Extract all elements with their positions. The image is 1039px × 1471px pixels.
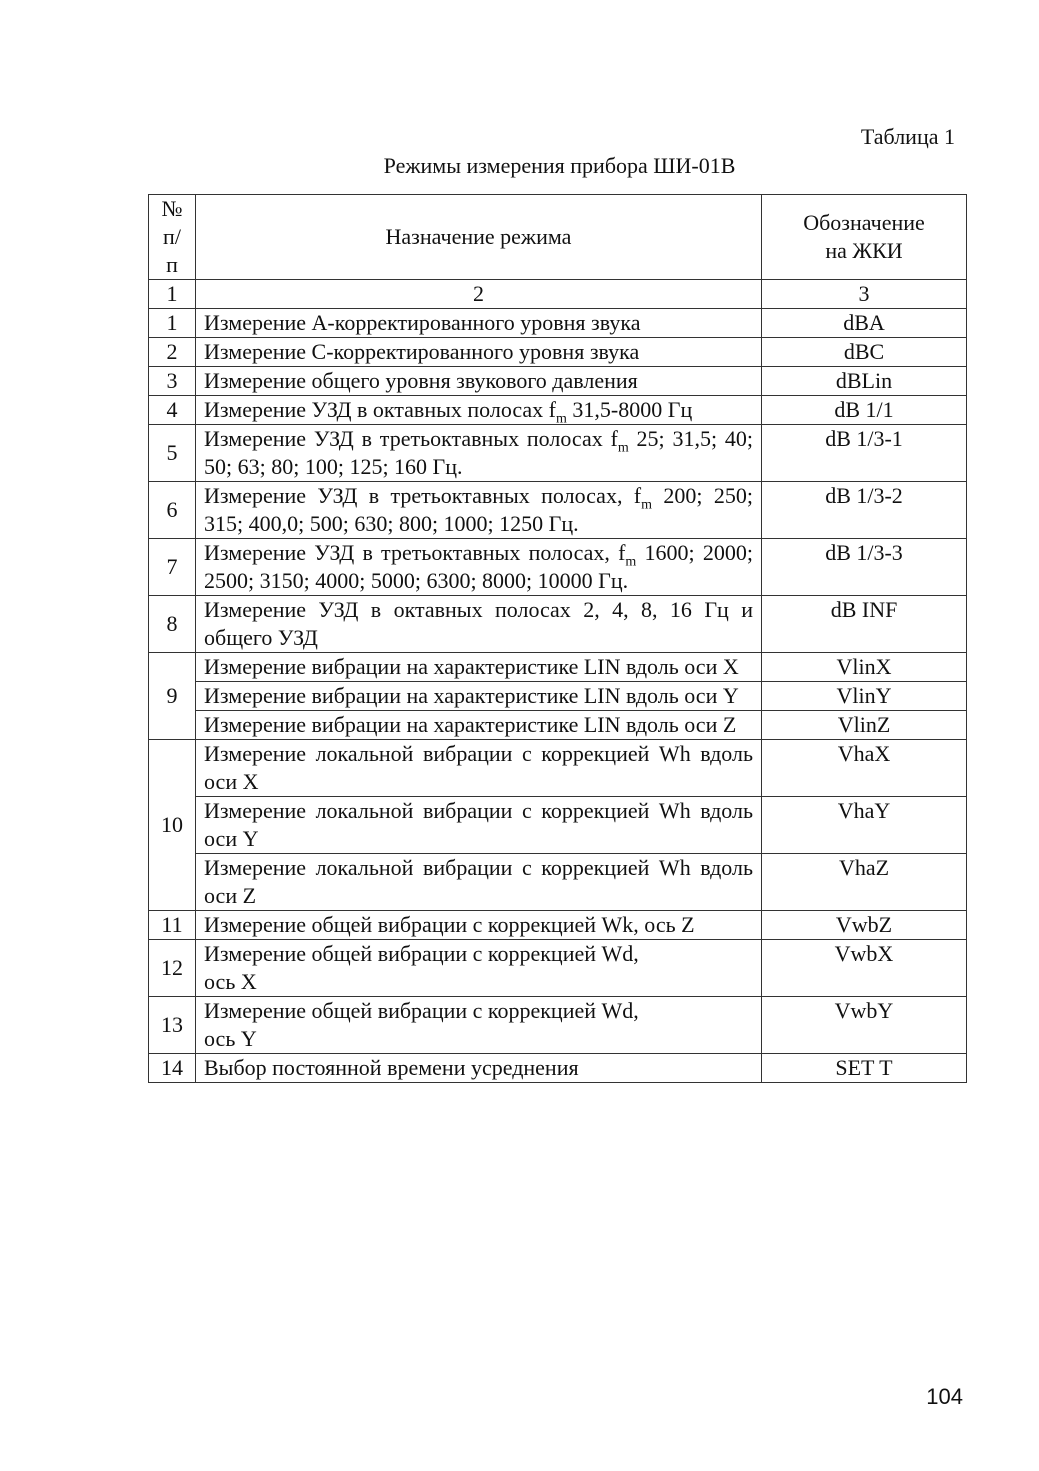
header-label-line: на ЖКИ: [825, 238, 903, 263]
row-purpose: [196, 396, 762, 425]
row-purpose: Измерение вибрации на характеристике LIN вдоль оси X: [196, 653, 762, 682]
table-row: [149, 1054, 967, 1083]
header-label-line: Обозначение: [803, 210, 925, 235]
purpose-line: Измерение общей вибрации с коррекцией Wd,: [204, 998, 639, 1023]
table-row: [149, 653, 967, 682]
purpose-text: 1600; 2000; 2500; 3150; 4000; 5000; 6300; 8000; 10000 Гц.: [204, 540, 753, 593]
table-row: [149, 854, 967, 911]
header-purpose: Назначение режима: [196, 195, 762, 280]
purpose-line: ось Y: [204, 1026, 257, 1051]
purpose-line: ось X: [204, 969, 257, 994]
table-row: [149, 596, 967, 653]
row-label: VhaX: [762, 740, 967, 797]
header-label: [762, 195, 967, 280]
table-row: [149, 338, 967, 367]
purpose-text: Измерение УЗД в третьоктавных полосах f: [204, 426, 618, 451]
row-number: 13: [149, 997, 196, 1054]
table-row: [149, 482, 967, 539]
row-number: 8: [149, 596, 196, 653]
row-purpose: Измерение С-корректированного уровня звука: [196, 338, 762, 367]
row-purpose: [196, 940, 762, 997]
modes-table: [148, 194, 967, 1083]
purpose-subscript: m: [625, 554, 637, 570]
purpose-text: Измерение УЗД в третьоктавных полосах, f: [204, 483, 642, 508]
row-label: VlinX: [762, 653, 967, 682]
table-row: [149, 711, 967, 740]
table-row: [149, 396, 967, 425]
table-row: [149, 940, 967, 997]
table-title: Режимы измерения прибора ШИ-01В: [383, 153, 736, 178]
row-label: VwbY: [762, 997, 967, 1054]
table-row: [149, 425, 967, 482]
row-purpose: Измерение А-корректированного уровня звука: [196, 309, 762, 338]
purpose-subscript: m: [617, 440, 629, 456]
header-num-line: п: [166, 252, 178, 277]
row-number: 7: [149, 539, 196, 596]
row-purpose: Измерение вибрации на характеристике LIN вдоль оси Y: [196, 682, 762, 711]
row-label: dB INF: [762, 596, 967, 653]
row-label: VwbZ: [762, 911, 967, 940]
column-number: 1: [149, 280, 196, 309]
row-label: dBC: [762, 338, 967, 367]
column-number: 3: [762, 280, 967, 309]
row-number: 2: [149, 338, 196, 367]
row-label: dB 1/3-3: [762, 539, 967, 596]
header-num: [149, 195, 196, 280]
row-purpose: [196, 425, 762, 482]
row-label: dBLin: [762, 367, 967, 396]
row-number: 11: [149, 911, 196, 940]
row-number: 4: [149, 396, 196, 425]
header-num-line: п/: [163, 224, 181, 249]
row-purpose: Измерение вибрации на характеристике LIN вдоль оси Z: [196, 711, 762, 740]
row-label: VhaY: [762, 797, 967, 854]
row-purpose: Измерение локальной вибрации с коррекцией Wh вдоль оси X: [196, 740, 762, 797]
row-number: 1: [149, 309, 196, 338]
table-row: [149, 309, 967, 338]
row-purpose: [196, 482, 762, 539]
table-row: [149, 682, 967, 711]
row-number: 3: [149, 367, 196, 396]
purpose-text: Измерение УЗД в октавных полосах f: [204, 397, 557, 422]
table-row: [149, 997, 967, 1054]
purpose-text: 25; 31,5; 40; 50; 63; 80; 100; 125; 160 Гц.: [204, 426, 753, 479]
row-number: 6: [149, 482, 196, 539]
row-purpose: Измерение локальной вибрации с коррекцией Wh вдоль оси Z: [196, 854, 762, 911]
row-label: VlinZ: [762, 711, 967, 740]
table-row: [149, 539, 967, 596]
table-caption: Таблица 1: [860, 124, 955, 149]
table-row: [149, 797, 967, 854]
row-label: VlinY: [762, 682, 967, 711]
purpose-text: Измерение УЗД в третьоктавных полосах, f: [204, 540, 626, 565]
purpose-subscript: m: [556, 411, 567, 427]
row-label: SET T: [762, 1054, 967, 1083]
column-number-row: [149, 280, 967, 309]
row-number: 9: [149, 653, 196, 740]
row-purpose: Измерение локальной вибрации с коррекцией Wh вдоль оси Y: [196, 797, 762, 854]
column-number: 2: [196, 280, 762, 309]
row-label: dB 1/3-1: [762, 425, 967, 482]
row-label: dB 1/3-2: [762, 482, 967, 539]
purpose-text: 31,5-8000 Гц: [566, 397, 693, 422]
row-number: 10: [149, 740, 196, 911]
row-purpose: Измерение общего уровня звукового давления: [196, 367, 762, 396]
row-purpose: [196, 997, 762, 1054]
table-row: [149, 911, 967, 940]
row-label: dBA: [762, 309, 967, 338]
table-row: [149, 740, 967, 797]
row-label: dB 1/1: [762, 396, 967, 425]
row-label: VwbX: [762, 940, 967, 997]
header-row: [149, 195, 967, 280]
row-label: VhaZ: [762, 854, 967, 911]
row-number: 12: [149, 940, 196, 997]
row-purpose: [196, 539, 762, 596]
header-num-line: №: [161, 196, 183, 221]
row-number: 14: [149, 1054, 196, 1083]
table-row: [149, 367, 967, 396]
row-number: 5: [149, 425, 196, 482]
row-purpose: Выбор постоянной времени усреднения: [196, 1054, 762, 1083]
row-purpose: Измерение УЗД в октавных полосах 2, 4, 8, 16 Гц и общего УЗД: [196, 596, 762, 653]
page-number: 104: [926, 1384, 963, 1409]
purpose-subscript: m: [641, 497, 653, 513]
purpose-line: Измерение общей вибрации с коррекцией Wd,: [204, 941, 639, 966]
purpose-text: 200; 250; 315; 400,0; 500; 630; 800; 1000; 1250 Гц.: [204, 483, 753, 536]
row-purpose: Измерение общей вибрации с коррекцией Wk, ось Z: [196, 911, 762, 940]
